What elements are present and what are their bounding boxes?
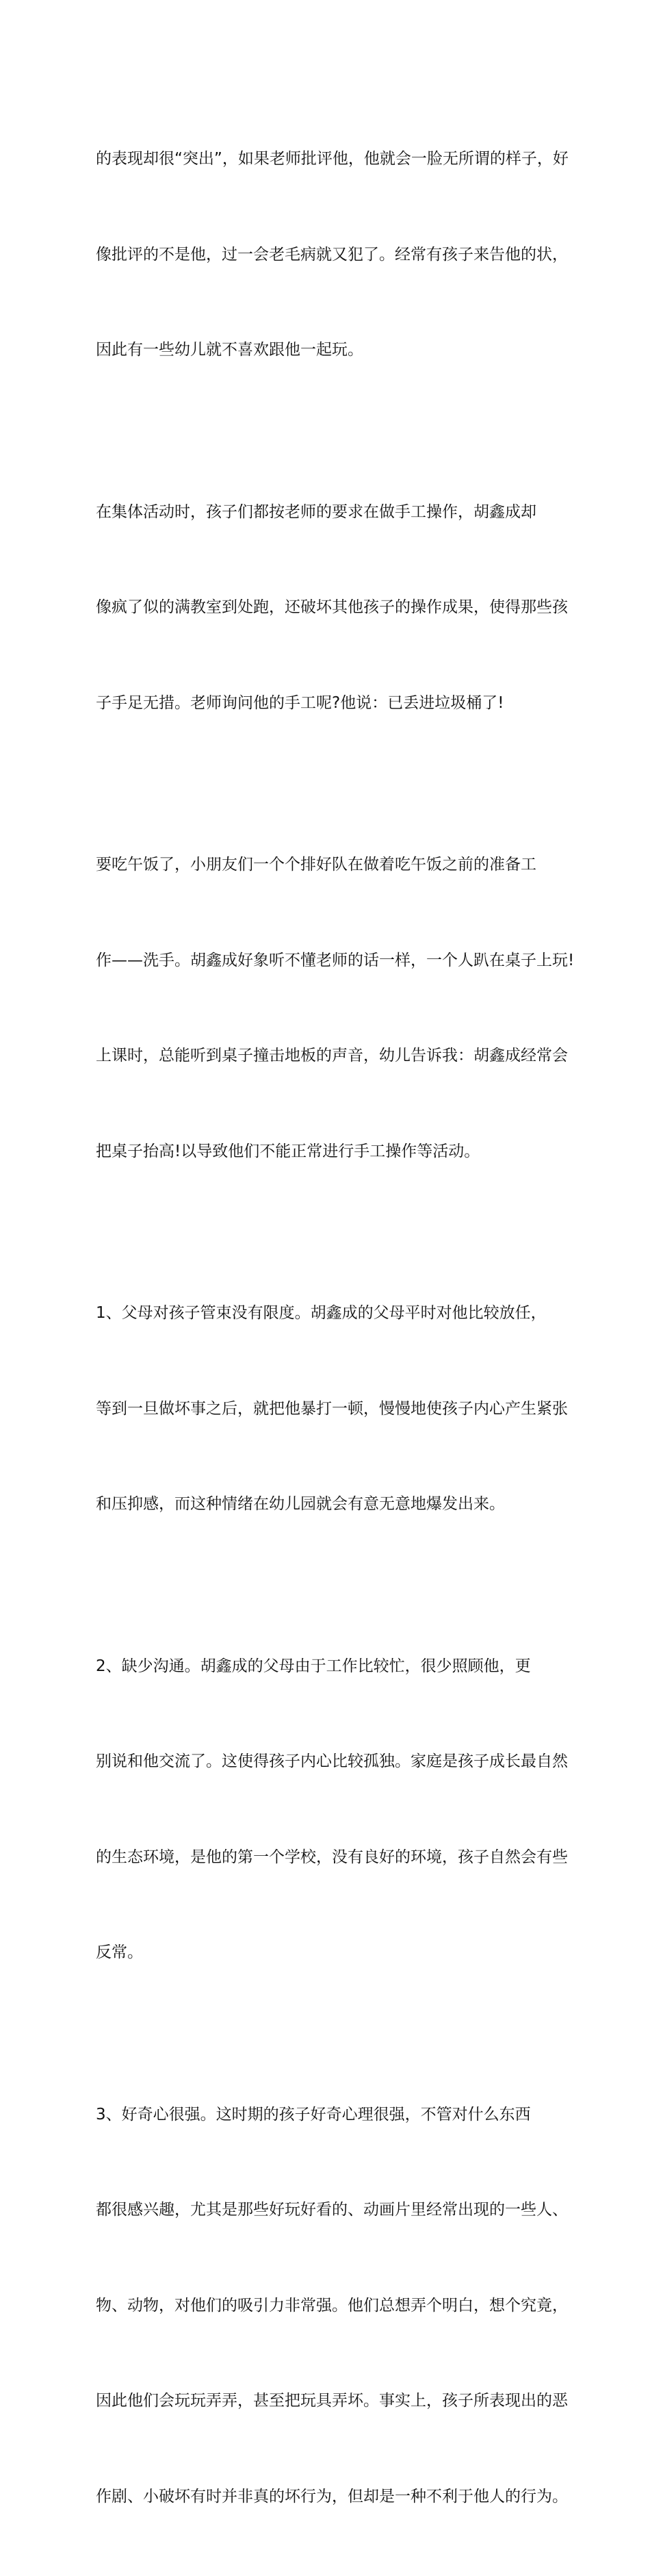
- paragraph-line: 的表现却很“突出”，如果老师批评他，他就会一脸无所谓的样子，好: [96, 143, 568, 175]
- paragraph-line: 物、动物，对他们的吸引力非常强。他们总想弄个明白，想个究竟，: [96, 2290, 568, 2322]
- document-body: [96, 79, 568, 2576]
- paragraph-line: 因此有一些幼儿就不喜欢跟他一起玩。: [96, 334, 568, 366]
- paragraph-line: 和压抑感，而这种情绪在幼儿园就会有意无意地爆发出来。: [96, 1488, 568, 1520]
- paragraph-line: 2、缺少沟通。胡鑫成的父母由于工作比较忙，很少照顾他，更: [96, 1650, 568, 1683]
- paragraph-line: 3、好奇心很强。这时期的孩子好奇心理很强，不管对什么东西: [96, 2099, 568, 2131]
- paragraph-line: 的生态环境，是他的第一个学校，没有良好的环境，孩子自然会有些: [96, 1841, 568, 1874]
- paragraph-4: [96, 1234, 568, 1584]
- paragraph-line: 作剧、小破坏有时并非真的坏行为，但却是一种不利于他人的行为。: [96, 2481, 568, 2513]
- paragraph-line: 因此他们会玩玩弄弄，甚至把玩具弄坏。事实上，孩子所表现出的恶: [96, 2385, 568, 2417]
- paragraph-line: 等到一旦做坏事之后，就把他暴打一顿，慢慢地使孩子内心产生紧张: [96, 1393, 568, 1425]
- paragraph-3: [96, 785, 568, 1231]
- paragraph-line: 在集体活动时，孩子们都按老师的要求在做手工操作，胡鑫成却: [96, 496, 568, 528]
- document-page: [0, 0, 650, 920]
- paragraph-line: 反常。: [96, 1937, 568, 1969]
- paragraph-1: [96, 79, 568, 430]
- paragraph-line: 把桌子抬高!以导致他们不能正常进行手工操作等活动。: [96, 1136, 568, 1168]
- paragraph-line: 1、父母对孩子管束没有限度。胡鑫成的父母平时对他比较放任，: [96, 1297, 568, 1329]
- paragraph-line: 别说和他交流了。这使得孩子内心比较孤独。家庭是孩子成长最自然: [96, 1746, 568, 1778]
- paragraph-5: [96, 1587, 568, 2032]
- paragraph-line: 都很感兴趣，尤其是那些好玩好看的、动画片里经常出现的一些人、: [96, 2194, 568, 2226]
- paragraph-line: 子手足无措。老师询问他的手工呢?他说：已丢进垃圾桶了!: [96, 687, 568, 719]
- paragraph-2: [96, 433, 568, 783]
- paragraph-line: 作——洗手。胡鑫成好象听不懂老师的话一样，一个人趴在桌子上玩!: [96, 945, 568, 977]
- paragraph-line: 像疯了似的满教室到处跑，还破坏其他孩子的操作成果，使得那些孩: [96, 591, 568, 624]
- paragraph-6: [96, 2035, 568, 2576]
- paragraph-line: 要吃午饭了，小朋友们一个个排好队在做着吃午饭之前的准备工: [96, 849, 568, 881]
- paragraph-line: 像批评的不是他，过一会老毛病就又犯了。经常有孩子来告他的状，: [96, 239, 568, 271]
- paragraph-line: 上课时，总能听到桌子撞击地板的声音，幼儿告诉我：胡鑫成经常会: [96, 1040, 568, 1072]
